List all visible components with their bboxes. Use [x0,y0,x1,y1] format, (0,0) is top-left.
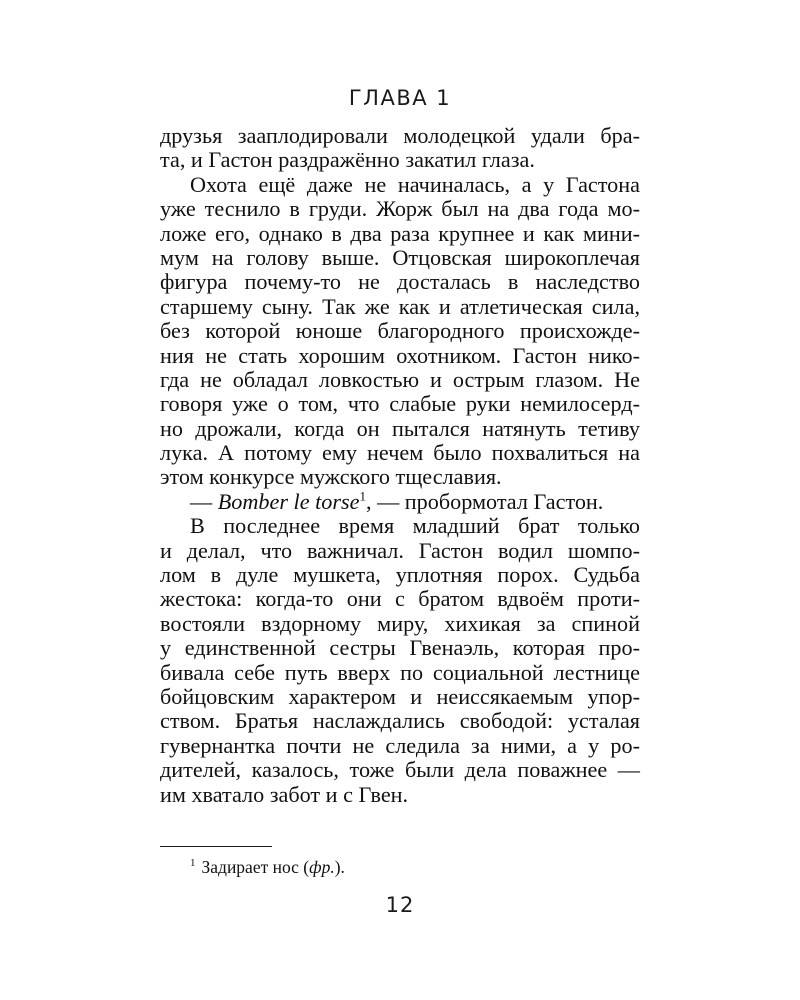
text-line: бойцовским характером и неиссякаемым упор- [160,683,640,709]
text-line: гувернантка почти не следила за ними, а у ро- [160,732,640,758]
chapter-running-head: ГЛАВА 1 [348,86,452,110]
text-line: и делал, что важничал. Гастон водил шомпо- [160,537,640,563]
dialogue-dash: — [190,488,213,514]
text-line: дителей, казалось, тоже были дела поважнее — [160,757,640,783]
text-line: но дрожали, когда он пытался натянуть тетиву [160,415,640,441]
text-line: уже теснило в груди. Жорж был на два года мо- [160,196,640,222]
text-line: ложе его, однако в два раза крупнее и как мини- [160,220,640,246]
footnote-ref: 1 [359,488,366,504]
text-line: этом конкурсе мужского тщеславия. [160,464,502,490]
text-line: им хватало забот и с Гвен. [160,781,409,807]
text-line: бивала себе путь вверх по социальной лестнице [160,659,640,685]
text-line: та, и Гастон раздражённо закатил глаза. [160,147,535,173]
page-number: 12 [385,893,415,917]
text-line: ством. Братья наслаждались свободой: усталая [160,708,640,734]
text-line: фигура почему-то не досталась в наследство [160,269,640,295]
text-line: друзья зааплодировали молодецкой удали бра- [160,123,640,148]
dialogue-line [160,490,640,514]
dialogue-rest: , — пробормотал Гастон. [365,488,604,514]
body-text [160,124,640,807]
footnote-divider [160,846,272,847]
footnote-marker: 1 [190,857,196,870]
text-line: старшему сыну. Так же как и атлетическая сила, [160,293,640,319]
text-line: Охота ещё даже не начиналась, а у Гастона [190,171,640,197]
text-line: у единственной сестры Гвенаэль, которая про- [160,635,640,661]
footnote-italic: фр. [309,857,335,877]
text-line: без которой юноше благородного происхожде- [160,318,640,344]
footnote [160,856,640,878]
footnote-text-after: ). [334,857,345,877]
italic-phrase: Bomber le torse [217,488,360,514]
text-line: лука. А потому ему нечем было похвалиться на [160,440,640,466]
text-line: говоря уже о том, что слабые руки немилосерд- [160,391,640,417]
footnote-text-before: Задирает нос ( [201,857,310,877]
text-line: жестока: когда-то они с братом вдвоём проти- [160,586,640,612]
text-line: лом в дуле мушкета, уплотняя порох. Судьба [160,562,640,588]
text-line: гда не обладал ловкостью и острым глазом. Не [160,366,640,392]
text-line: ния не стать хорошим охотником. Гастон нико- [160,342,640,368]
text-line: мум на голову выше. Отцовская широкоплечая [160,244,640,270]
text-line: В последнее время младший брат только [190,513,640,539]
text-line: востояли вздорному миру, хихикая за спиной [160,610,640,636]
